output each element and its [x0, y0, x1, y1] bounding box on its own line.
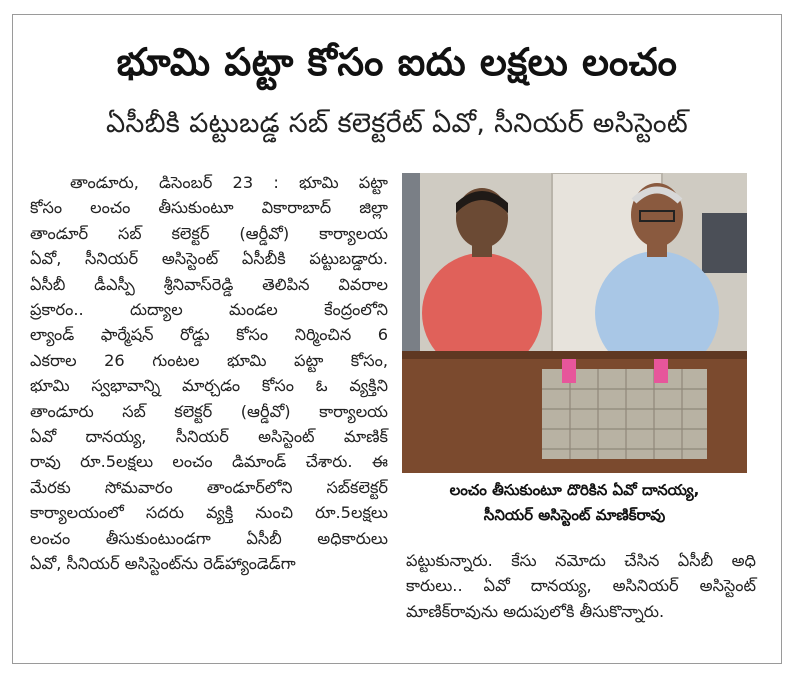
- body-line: ఎకరాల 26 గుంటల భూమి పట్టా కోసం,: [30, 350, 388, 370]
- headline: భూమి పట్టా కోసం ఐదు లక్షలు లంచం: [116, 40, 678, 84]
- body-line: భూమి స్వభావాన్ని మార్చడం కోసం ఓ వ్యక్తిని: [30, 376, 388, 396]
- news-photo: [402, 173, 747, 473]
- body-line: ఏసీబీ డీఎస్పీ శ్రీనివాస్‌రెడ్డి తెలిపిన వివరాల: [30, 274, 388, 294]
- body-line: ల్యాండ్ ఫార్మేషన్ రోడ్డు కోసం నిర్మించిన 6: [30, 325, 388, 345]
- caption-line: సీనియర్ అసిస్టెంట్ మాణిక్‌రావు: [483, 506, 666, 524]
- body-line: పట్టుకున్నారు. కేసు నమోదు చేసిన ఏసీబీ అధి: [406, 551, 756, 570]
- body-line: ఏవో, సీనియర్ అసిస్టెంట్‌ను రెడ్‌హ్యాండెడ్‌గా: [30, 554, 296, 574]
- body-line: ఏవో దానయ్య, సీనియర్ అసిస్టెంట్ మాణిక్: [30, 427, 388, 447]
- body-line: మేరకు సోమవారం తాండూర్‌లోని సబ్‌కలెక్టర్: [30, 477, 388, 497]
- photo-caption: [402, 478, 747, 528]
- body-line: ప్రకారం.. దుద్యాల మండల కేంద్రంలోని: [30, 300, 388, 320]
- article-body: [30, 170, 388, 577]
- body-line: తాండూరు సబ్ కలెక్టర్ (ఆర్డీవో) కార్యాలయ: [30, 401, 388, 421]
- body-line: కోసం లంచం తీసుకుంటూ వికారాబాద్ జిల్లా: [30, 198, 388, 218]
- body-line: తాండూర్ సబ్ కలెక్టర్ (ఆర్డీవో) కార్యాలయ: [30, 223, 388, 243]
- photo-illustration: [402, 173, 747, 473]
- body-line: రావు రూ.5లక్షలు లంచం డిమాండ్ చేశారు. ఈ: [30, 452, 388, 472]
- body-line: కార్యాలయంలో సదరు వ్యక్తి నుంచి రూ.5లక్షలు: [30, 503, 388, 523]
- body-line: మాణిక్‌రావును అదుపులోకి తీసుకొన్నారు.: [406, 601, 665, 621]
- body-line: కారులు.. ఏవో దానయ్య, అసినియర్ అసిస్టెంట్: [406, 576, 756, 596]
- caption-line: లంచం తీసుకుంటూ దొరికిన ఏవో దానయ్య,: [449, 481, 700, 499]
- subheadline: ఏసీబీకి పట్టుబడ్డ సబ్ కలెక్టరేట్ ఏవో, సీనియర్ అసిస్టెంట్: [105, 108, 689, 139]
- body-line: తాండూరు, డిసెంబర్ 23 : భూమి పట్టా: [70, 173, 388, 192]
- body-line: లంచం తీసుకుంటుండగా ఏసీబీ అధికారులు: [30, 528, 388, 548]
- article-continuation: [406, 548, 756, 624]
- body-line: ఏవో, సీనియర్ అసిస్టెంట్ ఏసీబీకి పట్టుబడ్డారు.: [30, 249, 388, 269]
